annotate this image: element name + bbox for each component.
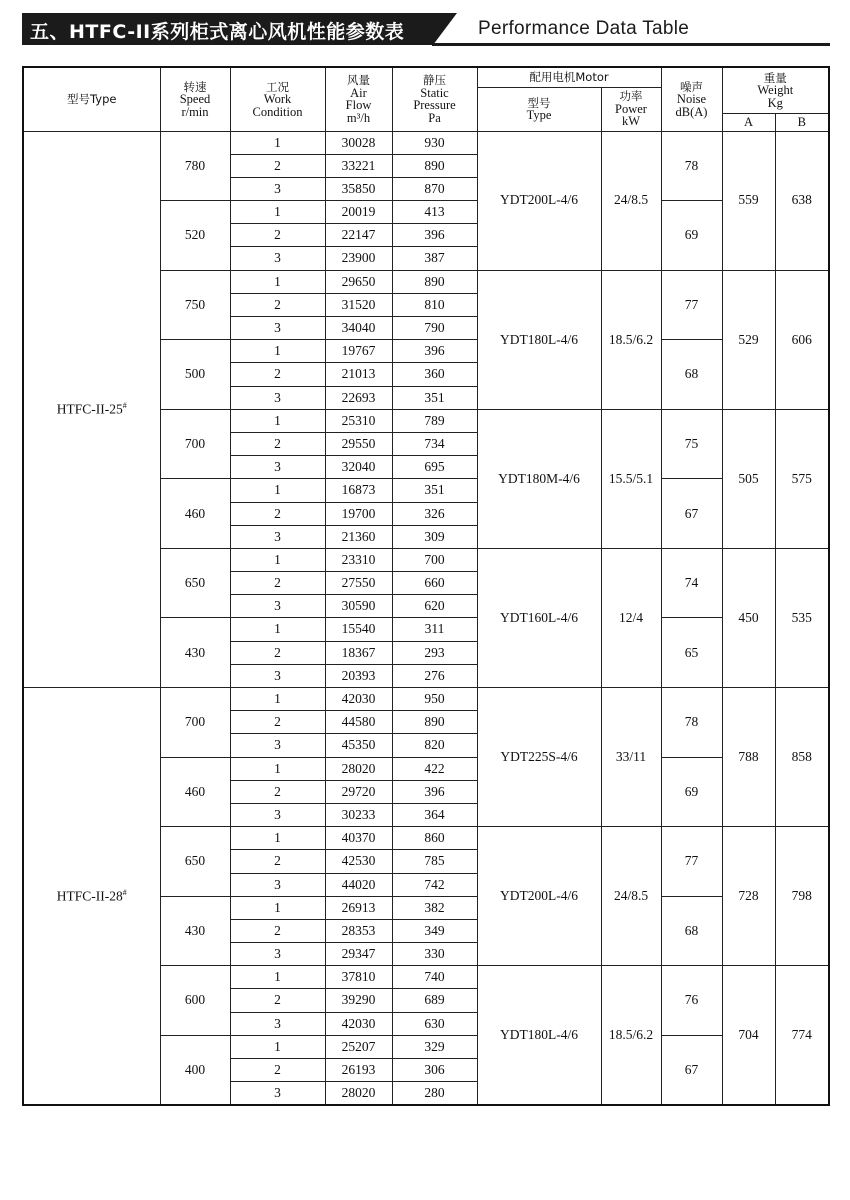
speed-cell: 650 [160, 827, 230, 897]
header-air-flow: 风量 Air Flow m³/h [325, 67, 392, 131]
static-pressure-cell: 276 [392, 664, 477, 687]
condition-cell: 2 [230, 1059, 325, 1082]
noise-cell: 78 [661, 688, 722, 758]
air-flow-cell: 37810 [325, 966, 392, 989]
header-noise: 噪声 Noise dB(A) [661, 67, 722, 131]
condition-cell: 2 [230, 502, 325, 525]
air-flow-cell: 26913 [325, 896, 392, 919]
weight-a-cell: 728 [722, 827, 775, 966]
air-flow-cell: 30028 [325, 131, 392, 154]
condition-cell: 1 [230, 966, 325, 989]
condition-cell: 3 [230, 177, 325, 200]
condition-cell: 3 [230, 803, 325, 826]
condition-cell: 2 [230, 293, 325, 316]
condition-cell: 1 [230, 618, 325, 641]
motor-type-cell: YDT180L-4/6 [477, 966, 601, 1105]
air-flow-cell: 29720 [325, 780, 392, 803]
static-pressure-cell: 789 [392, 409, 477, 432]
speed-cell: 430 [160, 618, 230, 688]
header-static-pressure: 静压 Static Pressure Pa [392, 67, 477, 131]
air-flow-cell: 25207 [325, 1035, 392, 1058]
condition-cell: 1 [230, 688, 325, 711]
static-pressure-cell: 309 [392, 525, 477, 548]
speed-cell: 780 [160, 131, 230, 201]
static-pressure-cell: 890 [392, 711, 477, 734]
speed-cell: 750 [160, 270, 230, 340]
condition-cell: 3 [230, 595, 325, 618]
static-pressure-cell: 810 [392, 293, 477, 316]
speed-cell: 430 [160, 896, 230, 966]
title-chinese: 五、HTFC-II系列柜式离心风机性能参数表 [30, 21, 405, 43]
air-flow-cell: 28020 [325, 757, 392, 780]
air-flow-cell: 44020 [325, 873, 392, 896]
condition-cell: 2 [230, 154, 325, 177]
air-flow-cell: 20393 [325, 664, 392, 687]
static-pressure-cell: 413 [392, 201, 477, 224]
noise-cell: 67 [661, 479, 722, 549]
page-header [22, 13, 830, 47]
condition-cell: 1 [230, 340, 325, 363]
air-flow-cell: 26193 [325, 1059, 392, 1082]
air-flow-cell: 42030 [325, 1012, 392, 1035]
static-pressure-cell: 387 [392, 247, 477, 270]
speed-cell: 600 [160, 966, 230, 1036]
speed-cell: 700 [160, 688, 230, 758]
power-cell: 33/11 [601, 688, 661, 827]
header-weight-b: B [775, 113, 829, 131]
noise-cell: 69 [661, 757, 722, 827]
air-flow-cell: 23900 [325, 247, 392, 270]
air-flow-cell: 15540 [325, 618, 392, 641]
static-pressure-cell: 785 [392, 850, 477, 873]
static-pressure-cell: 860 [392, 827, 477, 850]
static-pressure-cell: 734 [392, 432, 477, 455]
power-cell: 18.5/6.2 [601, 270, 661, 409]
weight-a-cell: 529 [722, 270, 775, 409]
air-flow-cell: 34040 [325, 317, 392, 340]
static-pressure-cell: 293 [392, 641, 477, 664]
static-pressure-cell: 351 [392, 386, 477, 409]
power-cell: 18.5/6.2 [601, 966, 661, 1105]
air-flow-cell: 42530 [325, 850, 392, 873]
static-pressure-cell: 364 [392, 803, 477, 826]
static-pressure-cell: 396 [392, 224, 477, 247]
condition-cell: 2 [230, 780, 325, 803]
title-bar-wedge [433, 13, 457, 45]
condition-cell: 1 [230, 757, 325, 780]
air-flow-cell: 28020 [325, 1082, 392, 1105]
condition-cell: 3 [230, 386, 325, 409]
static-pressure-cell: 630 [392, 1012, 477, 1035]
header-condition: 工况 Work Condition [230, 67, 325, 131]
air-flow-cell: 30233 [325, 803, 392, 826]
header-speed: 转速 Speed r/min [160, 67, 230, 131]
air-flow-cell: 22693 [325, 386, 392, 409]
static-pressure-cell: 360 [392, 363, 477, 386]
static-pressure-cell: 740 [392, 966, 477, 989]
condition-cell: 1 [230, 201, 325, 224]
static-pressure-cell: 742 [392, 873, 477, 896]
condition-cell: 3 [230, 1012, 325, 1035]
static-pressure-cell: 695 [392, 456, 477, 479]
condition-cell: 3 [230, 664, 325, 687]
static-pressure-cell: 329 [392, 1035, 477, 1058]
header-weight-a: A [722, 113, 775, 131]
air-flow-cell: 28353 [325, 919, 392, 942]
speed-cell: 700 [160, 409, 230, 479]
condition-cell: 3 [230, 1082, 325, 1105]
motor-type-cell: YDT180L-4/6 [477, 270, 601, 409]
static-pressure-cell: 351 [392, 479, 477, 502]
performance-table [22, 66, 830, 1106]
weight-b-cell: 774 [775, 966, 829, 1105]
table-row [23, 131, 829, 154]
air-flow-cell: 45350 [325, 734, 392, 757]
noise-cell: 68 [661, 340, 722, 410]
condition-cell: 1 [230, 270, 325, 293]
power-cell: 24/8.5 [601, 827, 661, 966]
weight-b-cell: 606 [775, 270, 829, 409]
weight-a-cell: 450 [722, 548, 775, 687]
air-flow-cell: 39290 [325, 989, 392, 1012]
header-motor-type: 型号 Type [477, 87, 601, 131]
title-english: Performance Data Table [478, 18, 690, 39]
weight-b-cell: 798 [775, 827, 829, 966]
weight-a-cell: 788 [722, 688, 775, 827]
air-flow-cell: 32040 [325, 456, 392, 479]
air-flow-cell: 21360 [325, 525, 392, 548]
weight-b-cell: 575 [775, 409, 829, 548]
title-underline [432, 43, 830, 46]
air-flow-cell: 25310 [325, 409, 392, 432]
static-pressure-cell: 306 [392, 1059, 477, 1082]
condition-cell: 2 [230, 641, 325, 664]
air-flow-cell: 40370 [325, 827, 392, 850]
air-flow-cell: 22147 [325, 224, 392, 247]
model-name: HTFC-II-25 [56, 401, 123, 417]
static-pressure-cell: 890 [392, 270, 477, 293]
condition-cell: 2 [230, 432, 325, 455]
static-pressure-cell: 689 [392, 989, 477, 1012]
header-power: 功率 Power kW [601, 87, 661, 131]
noise-cell: 68 [661, 896, 722, 966]
header-weight: 重量 Weight Kg [722, 67, 829, 113]
weight-b-cell: 535 [775, 548, 829, 687]
static-pressure-cell: 700 [392, 548, 477, 571]
static-pressure-cell: 396 [392, 780, 477, 803]
condition-cell: 2 [230, 711, 325, 734]
air-flow-cell: 35850 [325, 177, 392, 200]
air-flow-cell: 29550 [325, 432, 392, 455]
model-name-mark: # [122, 887, 127, 897]
static-pressure-cell: 330 [392, 943, 477, 966]
noise-cell: 76 [661, 966, 722, 1036]
static-pressure-cell: 870 [392, 177, 477, 200]
air-flow-cell: 30590 [325, 595, 392, 618]
air-flow-cell: 19767 [325, 340, 392, 363]
speed-cell: 460 [160, 479, 230, 549]
condition-cell: 1 [230, 409, 325, 432]
weight-a-cell: 505 [722, 409, 775, 548]
condition-cell: 1 [230, 827, 325, 850]
air-flow-cell: 31520 [325, 293, 392, 316]
static-pressure-cell: 890 [392, 154, 477, 177]
model-name-cell [23, 688, 160, 1105]
static-pressure-cell: 311 [392, 618, 477, 641]
model-name-mark: # [122, 400, 127, 410]
motor-type-cell: YDT160L-4/6 [477, 548, 601, 687]
weight-b-cell: 858 [775, 688, 829, 827]
static-pressure-cell: 396 [392, 340, 477, 363]
model-name: HTFC-II-28 [56, 888, 123, 904]
condition-cell: 1 [230, 1035, 325, 1058]
noise-cell: 77 [661, 827, 722, 897]
condition-cell: 2 [230, 919, 325, 942]
noise-cell: 75 [661, 409, 722, 479]
header-motor: 配用电机Motor [477, 67, 661, 87]
condition-cell: 3 [230, 734, 325, 757]
air-flow-cell: 19700 [325, 502, 392, 525]
header-type: 型号Type [23, 67, 160, 131]
static-pressure-cell: 382 [392, 896, 477, 919]
condition-cell: 1 [230, 131, 325, 154]
condition-cell: 1 [230, 479, 325, 502]
speed-cell: 400 [160, 1035, 230, 1105]
air-flow-cell: 29347 [325, 943, 392, 966]
condition-cell: 1 [230, 548, 325, 571]
condition-cell: 3 [230, 525, 325, 548]
table-body [23, 131, 829, 1105]
noise-cell: 67 [661, 1035, 722, 1105]
condition-cell: 3 [230, 456, 325, 479]
speed-cell: 500 [160, 340, 230, 410]
motor-type-cell: YDT180M-4/6 [477, 409, 601, 548]
motor-type-cell: YDT225S-4/6 [477, 688, 601, 827]
weight-a-cell: 704 [722, 966, 775, 1105]
condition-cell: 2 [230, 850, 325, 873]
power-cell: 15.5/5.1 [601, 409, 661, 548]
condition-cell: 2 [230, 224, 325, 247]
air-flow-cell: 33221 [325, 154, 392, 177]
air-flow-cell: 23310 [325, 548, 392, 571]
power-cell: 24/8.5 [601, 131, 661, 270]
table-row [23, 688, 829, 711]
condition-cell: 3 [230, 873, 325, 896]
static-pressure-cell: 790 [392, 317, 477, 340]
air-flow-cell: 27550 [325, 572, 392, 595]
static-pressure-cell: 280 [392, 1082, 477, 1105]
air-flow-cell: 20019 [325, 201, 392, 224]
speed-cell: 650 [160, 548, 230, 618]
air-flow-cell: 42030 [325, 688, 392, 711]
static-pressure-cell: 950 [392, 688, 477, 711]
air-flow-cell: 16873 [325, 479, 392, 502]
static-pressure-cell: 620 [392, 595, 477, 618]
power-cell: 12/4 [601, 548, 661, 687]
condition-cell: 1 [230, 896, 325, 919]
weight-a-cell: 559 [722, 131, 775, 270]
weight-b-cell: 638 [775, 131, 829, 270]
air-flow-cell: 18367 [325, 641, 392, 664]
static-pressure-cell: 349 [392, 919, 477, 942]
air-flow-cell: 44580 [325, 711, 392, 734]
condition-cell: 2 [230, 989, 325, 1012]
condition-cell: 3 [230, 247, 325, 270]
static-pressure-cell: 930 [392, 131, 477, 154]
static-pressure-cell: 326 [392, 502, 477, 525]
condition-cell: 3 [230, 317, 325, 340]
table-header [23, 67, 829, 131]
air-flow-cell: 21013 [325, 363, 392, 386]
motor-type-cell: YDT200L-4/6 [477, 827, 601, 966]
static-pressure-cell: 422 [392, 757, 477, 780]
speed-cell: 520 [160, 201, 230, 271]
speed-cell: 460 [160, 757, 230, 827]
static-pressure-cell: 820 [392, 734, 477, 757]
noise-cell: 74 [661, 548, 722, 618]
noise-cell: 65 [661, 618, 722, 688]
noise-cell: 78 [661, 131, 722, 201]
condition-cell: 2 [230, 572, 325, 595]
motor-type-cell: YDT200L-4/6 [477, 131, 601, 270]
condition-cell: 2 [230, 363, 325, 386]
noise-cell: 69 [661, 201, 722, 271]
noise-cell: 77 [661, 270, 722, 340]
condition-cell: 3 [230, 943, 325, 966]
model-name-cell [23, 131, 160, 688]
static-pressure-cell: 660 [392, 572, 477, 595]
air-flow-cell: 29650 [325, 270, 392, 293]
